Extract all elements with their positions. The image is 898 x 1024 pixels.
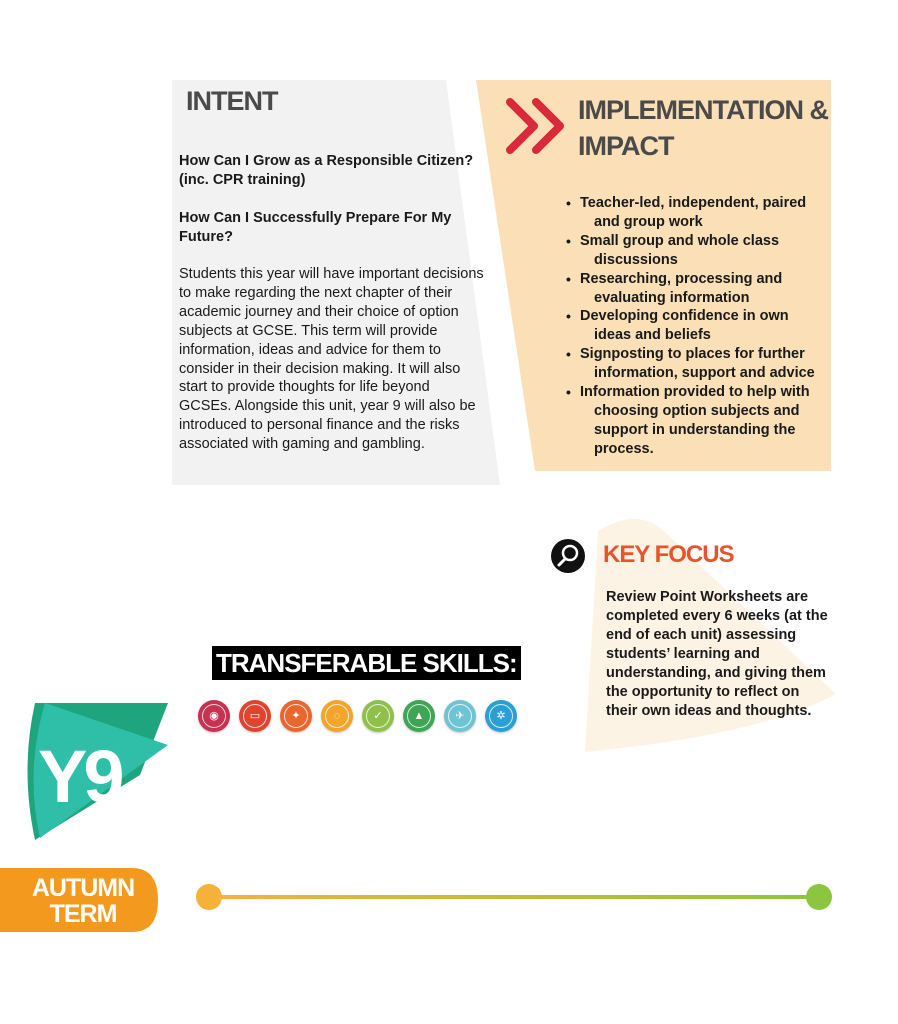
term-label-line2: TERM	[49, 900, 117, 928]
year-badge-text: Y9	[38, 735, 121, 818]
timeline-end-dot	[806, 884, 832, 910]
magnifier-icon	[551, 539, 585, 573]
listening-skill-icon-glyph: ◉	[202, 704, 226, 728]
leadership-skill-icon	[444, 700, 476, 732]
implementation-title	[578, 92, 838, 164]
aiming-high-skill-icon	[403, 700, 435, 732]
list-item: • Small group and whole class discussions	[566, 232, 828, 270]
problem-solving-skill-icon	[280, 700, 312, 732]
list-item: • Developing confidence in own ideas and beliefs	[566, 307, 828, 345]
listening-skill-icon	[198, 700, 230, 732]
key-focus-title: KEY FOCUS	[603, 541, 734, 568]
creativity-skill-icon	[321, 700, 353, 732]
implementation-title-line2: IMPACT	[578, 131, 674, 161]
list-item: • Information provided to help with choosing option subjects and support in understanding the process.	[566, 383, 828, 459]
implementation-title-line1: IMPLEMENTATION &	[578, 95, 828, 125]
staying-positive-skill-icon-glyph: ✓	[366, 704, 390, 728]
timeline-line	[208, 895, 820, 899]
staying-positive-skill-icon	[362, 700, 394, 732]
speaking-skill-icon	[239, 700, 271, 732]
problem-solving-skill-icon-glyph: ✦	[284, 704, 308, 728]
intent-question-citizen: How Can I Grow as a Responsible Citizen? (inc. CPR training)	[179, 153, 474, 188]
intent-body-text: Students this year will have important decisions to make regarding the next chapter of their academic journey and their choice of option subjects at GCSE. This term will provide information, ideas and advice for them to consider in their decision making. It will also start to provide thoughts for life beyond GCSEs. Alongside this unit, year 9 will also be introduced to personal finance and the risks associated with gaming and gambling.	[179, 266, 484, 453]
leadership-skill-icon-glyph: ✈	[448, 704, 472, 728]
intent-question-future: How Can I Successfully Prepare For My Future?	[179, 210, 452, 245]
implementation-list	[566, 194, 828, 459]
list-item: • Researching, processing and evaluating information	[566, 270, 828, 308]
key-focus-body: Review Point Worksheets are completed every 6 weeks (at the end of each unit) assessing students’ learning and understanding, and giving them the opportunity to reflect on their own ideas and thoughts.	[606, 589, 828, 719]
teamwork-skill-icon	[485, 700, 517, 732]
intent-title: INTENT	[186, 86, 278, 116]
aiming-high-skill-icon-glyph: ▲	[407, 704, 431, 728]
transferable-skills-label: TRANSFERABLE SKILLS:	[212, 646, 521, 680]
creativity-skill-icon-glyph: ◌	[325, 704, 349, 728]
list-item: • Teacher-led, independent, paired and group work	[566, 194, 828, 232]
teamwork-skill-icon-glyph: ✲	[489, 704, 513, 728]
term-label	[18, 875, 148, 927]
timeline-start-dot	[196, 884, 222, 910]
term-label-line1: AUTUMN	[31, 874, 135, 902]
speaking-skill-icon-glyph: ▭	[243, 704, 267, 728]
list-item: • Signposting to places for further information, support and advice	[566, 345, 828, 383]
